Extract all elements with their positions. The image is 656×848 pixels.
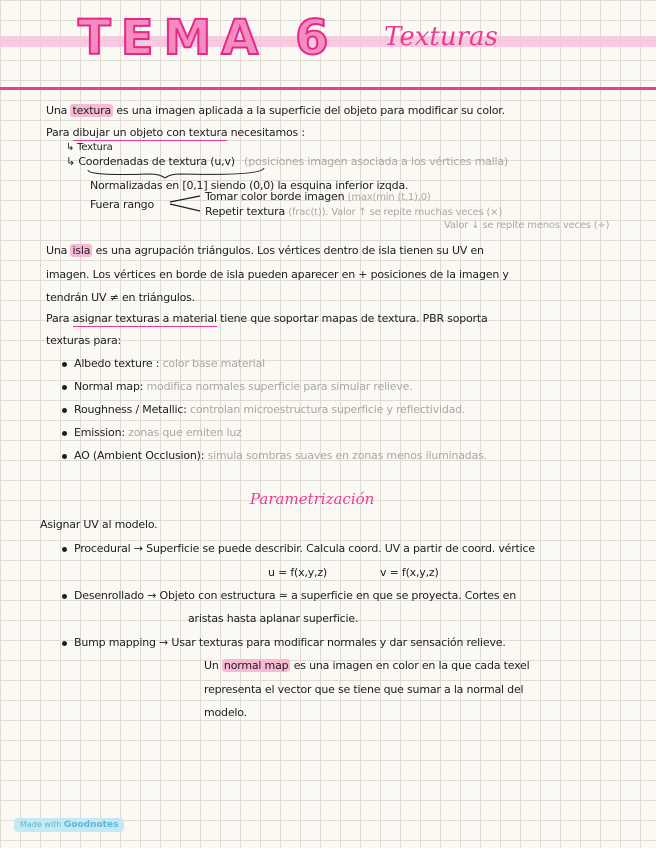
- arrow-icon: ↳: [66, 155, 76, 168]
- bullet-icon: [62, 547, 67, 552]
- text: Normalizadas en [0,1] siendo (0,0) la esquina inferior izqda.: [90, 179, 409, 192]
- highlight-isla: isla: [72, 244, 91, 257]
- page-title: TEMA 6: [78, 10, 339, 66]
- item-label: Albedo texture :: [74, 357, 160, 370]
- param-intro: Asignar UV al modelo.: [40, 518, 158, 531]
- item-desc: zonas que emiten luz: [128, 426, 242, 439]
- intro-line-2: [46, 126, 305, 139]
- page-subtitle: Texturas: [384, 22, 498, 52]
- intro-line-4: [66, 155, 508, 168]
- fork-arrow-down: [170, 204, 200, 211]
- bullet-icon: [62, 454, 67, 459]
- bullet-icon: [62, 594, 67, 599]
- list-item: [62, 380, 413, 393]
- item-label: Roughness / Metallic:: [74, 403, 187, 416]
- note-grey: (posiciones imagen asociada a los vértices malla): [244, 155, 509, 168]
- item-desc: simula sombras suaves en zonas menos iluminadas.: [207, 449, 487, 462]
- text: Para: [46, 312, 70, 325]
- item-label: Bump mapping: [74, 636, 156, 649]
- item-label: Desenrollado: [74, 589, 144, 602]
- intro-line-6b: [205, 190, 431, 203]
- header-divider: [0, 87, 656, 90]
- text: Un: [204, 659, 219, 672]
- text: tiene que soportar mapas de textura. PBR soporta: [220, 312, 488, 325]
- intro-line-7: [205, 205, 502, 218]
- bullet-icon: [62, 408, 67, 413]
- goodnotes-watermark: [14, 818, 124, 832]
- list-item: [62, 426, 242, 439]
- note-grey: (max(min (t,1),0): [347, 192, 431, 203]
- item-label: Procedural: [74, 542, 131, 555]
- bullet-icon: [62, 385, 67, 390]
- text: necesitamos :: [230, 126, 305, 139]
- list-item-procedural: [62, 542, 535, 555]
- item-desc: controlan microestructura superficie y reflectividad.: [190, 403, 466, 416]
- item-desc: modifica normales superficie para simular relieve.: [146, 380, 413, 393]
- arrow-icon: →: [147, 589, 160, 602]
- bullet-icon: [62, 362, 67, 367]
- text: Coordenadas de textura (u,v): [78, 155, 235, 168]
- bullet-icon: [62, 641, 67, 646]
- text: es una imagen aplicada a la superficie del objeto para modificar su color.: [116, 104, 505, 117]
- list-item: [62, 449, 487, 462]
- list-item-bump: [62, 636, 506, 649]
- fork-arrow-up: [170, 196, 200, 202]
- item-text: Usar texturas para modificar normales y dar sensación relieve.: [171, 636, 506, 649]
- section-title-parametrizacion: Parametrización: [250, 490, 375, 508]
- formula-u: u = f(x,y,z): [268, 566, 328, 579]
- bump-line-2: [204, 659, 529, 672]
- item-text: Objeto con estructura ≃ a superficie en que se proyecta. Cortes en: [159, 589, 516, 602]
- text: Textura: [77, 142, 113, 153]
- text: Una: [46, 244, 68, 257]
- text: Repetir textura: [205, 205, 285, 218]
- curly-brace: [88, 168, 264, 178]
- desenrollado-line-2: aristas hasta aplanar superficie.: [188, 612, 359, 625]
- intro-line-8: Valor ↓ se repite menos veces (÷): [444, 220, 610, 231]
- intro-line-3: [66, 142, 113, 153]
- bump-line-3: representa el vector que se tiene que sumar a la normal del: [204, 683, 524, 696]
- underline-asignar: asignar texturas a material: [72, 312, 217, 325]
- list-item: [62, 403, 465, 416]
- arrow-icon: →: [159, 636, 172, 649]
- arrow-icon: →: [133, 542, 147, 555]
- item-label: AO (Ambient Occlusion):: [74, 449, 205, 462]
- bump-line-4: modelo.: [204, 706, 247, 719]
- note-grey: (frac(t)). Valor ↑ se repite muchas veces (×): [288, 207, 503, 218]
- text: Tomar color borde imagen: [205, 190, 345, 203]
- highlight-textura: textura: [72, 104, 112, 117]
- underline-dibujar: dibujar un objeto con textura: [72, 126, 228, 139]
- item-label: Normal map:: [74, 380, 144, 393]
- intro-line-6a: [90, 198, 154, 211]
- isla-line-3: tendrán UV ≠ en triángulos.: [46, 291, 195, 304]
- highlight-normal-map: normal map: [223, 659, 289, 672]
- intro-line-1: [46, 104, 505, 117]
- text: Para: [46, 126, 70, 139]
- material-line-1: [46, 312, 488, 325]
- item-text: Superficie se puede describir. Calcula coord. UV a partir de coord. vértice: [146, 542, 535, 555]
- text: Fuera rango: [90, 198, 154, 211]
- text: Una: [46, 104, 68, 117]
- list-item: [62, 357, 265, 370]
- isla-line-1: [46, 244, 484, 257]
- text: es una agrupación triángulos. Los vértices dentro de isla tienen su UV en: [95, 244, 484, 257]
- isla-line-2: imagen. Los vértices en borde de isla pueden aparecer en + posiciones de la imagen y: [46, 268, 509, 281]
- item-label: Emission:: [74, 426, 125, 439]
- formula-v: v = f(x,y,z): [380, 566, 439, 579]
- watermark-brand: Goodnotes: [63, 820, 119, 830]
- list-item-desenrollado: [62, 589, 516, 602]
- text: es una imagen en color en la que cada texel: [293, 659, 530, 672]
- arrow-icon: ↳: [66, 142, 75, 153]
- watermark-made-with: Made with: [20, 820, 62, 829]
- material-line-2: texturas para:: [46, 334, 122, 347]
- item-desc: color base material: [162, 357, 265, 370]
- bullet-icon: [62, 431, 67, 436]
